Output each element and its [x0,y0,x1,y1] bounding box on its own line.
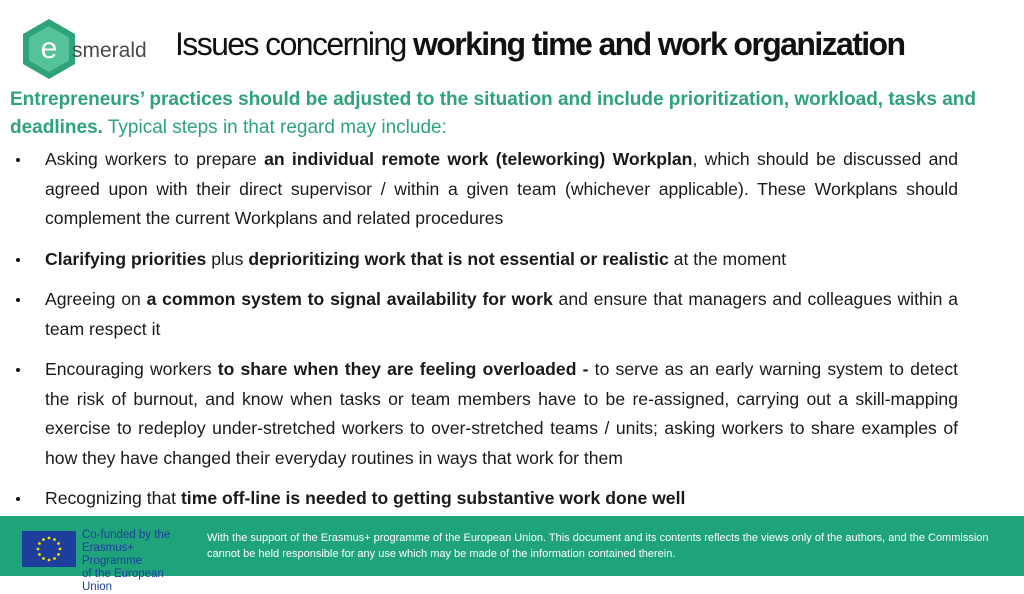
eu-star-icon [53,538,56,541]
eu-star-icon [57,542,60,545]
bullet-text: Agreeing on [45,289,147,309]
page-title [175,26,904,63]
bullet-item [14,484,958,514]
bullet-bold-text: deprioritizing work that is not essential or realistic [248,248,669,269]
bullet-text: to serve as an early warning system to detect the risk of burnout, and know when tasks or team members have to be re-assigned, carrying out a skill-mapping exercise to redeploy under-stretched workers to over-stretched teams / units; asking workers to share examples of how they have changed their everyday routines in ways that work for them [45,359,958,468]
bullet-text: plus [206,248,249,269]
bullet-list [14,145,958,525]
bullet-item [14,145,958,234]
bullet-bold-text: to share when they are feeling overloaded - [217,359,589,379]
eu-cofunded-text: Co-funded by the Erasmus+ Programme of the European Union [82,529,171,593]
eu-star-icon [42,557,45,560]
intro-normal: Typical steps in that regard may include: [102,117,447,138]
bullet-text: Asking workers to prepare [45,149,265,169]
bullet-item [14,245,958,275]
logo-text: smerald [72,39,147,62]
footer-disclaimer: With the support of the Erasmus+ programme of the European Union. This document and its contents reflects the views only of the authors, and the Commission cannot be held responsible for any use which may be made of the information contained therein. [207,532,989,560]
footer-bar [0,516,1024,593]
eu-cofunded-logo [22,529,192,593]
title-normal: Issues concerning [175,26,414,62]
bullet-bold-text: a common system to signal availability for work [146,289,553,309]
eu-star-icon [48,537,51,540]
bullet-bold-text: Clarifying priorities [45,248,207,269]
eu-flag-icon [22,531,76,567]
intro-paragraph [10,86,1010,142]
logo-hexagon-icon [18,18,80,80]
bullet-item [14,355,958,473]
eu-star-icon [42,538,45,541]
bullet-text: , which should be discussed and agreed upon with their direct supervisor / within a given team (whichever applicable). These Workplans should complement the current Workplans and related procedures [45,149,958,228]
eu-star-icon [38,542,41,545]
title-bold: working time and work organization [413,26,905,62]
eu-star-icon [48,559,51,562]
bullet-item [14,285,958,344]
bullet-bold-text: time off-line is needed to getting substantive work done well [180,488,686,508]
bullet-text: Encouraging workers [45,359,218,379]
esmerald-logo [14,14,154,84]
bullet-bold-text: an individual remote work (teleworking) Workplan [264,149,693,169]
eu-star-icon [57,553,60,556]
bullet-text: at the moment [668,248,787,269]
intro-bold: Entrepreneurs’ practices should be adjusted to the situation and include prioritization, workload, tasks and deadlines. [10,89,977,138]
eu-star-icon [37,548,40,551]
eu-star-icon [59,548,62,551]
bullet-text: Recognizing that [45,488,181,508]
eu-star-icon [53,557,56,560]
logo-letter: e [40,32,58,65]
bullet-text: and ensure that managers and colleagues within a team respect it [45,289,959,339]
eu-star-icon [38,553,41,556]
